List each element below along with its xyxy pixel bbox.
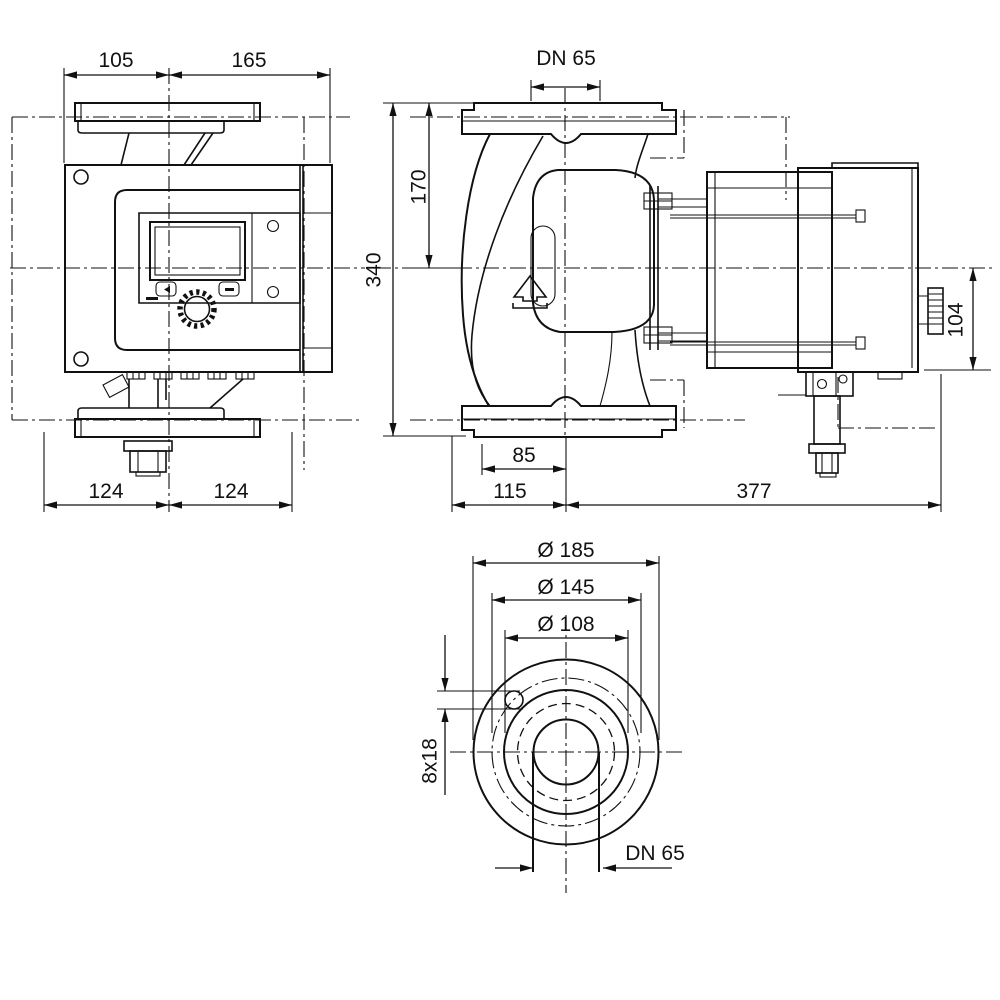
front-view	[10, 49, 365, 512]
dim-raised-face: Ø 108	[537, 613, 595, 636]
flange-view	[419, 539, 686, 893]
connector-ribs	[918, 288, 943, 334]
panel-hole-top	[268, 221, 279, 232]
menu-button-icon	[219, 282, 239, 296]
front-lower-neck	[129, 379, 243, 408]
front-top-flange	[75, 103, 260, 165]
dim-total-height: 340	[362, 252, 386, 288]
screw-hole-bottom	[74, 352, 88, 366]
display-screen	[150, 222, 245, 280]
display-module	[115, 190, 300, 350]
side-bottom-flange	[462, 397, 676, 437]
cable-gland	[181, 372, 199, 379]
cable-gland	[236, 372, 254, 379]
front-centerlines	[10, 68, 365, 512]
dim-axis-to-rear: 377	[736, 480, 772, 503]
cable-glands	[127, 372, 254, 379]
drain-plug	[124, 441, 172, 476]
electronics-module	[798, 163, 943, 379]
dim-nominal-bottom: DN 65	[625, 842, 685, 865]
flow-direction-icon	[513, 276, 547, 308]
dim-outer-diameter: Ø 185	[537, 539, 595, 562]
dim-width-left: 105	[98, 49, 134, 72]
dim-width-right: 165	[231, 49, 267, 72]
cable-gland-assembly	[778, 372, 853, 477]
dim-bolt-holes: 8x18	[418, 738, 442, 784]
side-view	[363, 47, 996, 512]
dim-base-right: 124	[213, 480, 249, 503]
dim-drain-offset: 85	[512, 444, 536, 467]
impeller-housing-cap	[531, 170, 654, 332]
front-bottom-flange	[75, 408, 260, 437]
dim-axis-to-module-bottom: 104	[944, 302, 968, 338]
pump-volute	[462, 134, 654, 406]
dim-nominal-top: DN 65	[536, 47, 596, 70]
side-top-flange	[462, 103, 676, 143]
motor-body	[670, 172, 865, 368]
cable-gland	[127, 372, 145, 379]
cable-gland	[208, 372, 226, 379]
dim-bolt-circle: Ø 145	[537, 576, 595, 599]
screw-hole-top	[74, 170, 88, 184]
sensor-stub	[103, 375, 129, 398]
side-centerlines	[375, 88, 995, 437]
dim-axis-to-flange-edge: 115	[493, 480, 527, 503]
dim-flange-to-axis: 170	[407, 169, 431, 205]
operating-knob	[180, 292, 214, 326]
dim-base-left: 124	[88, 480, 124, 503]
back-button-icon	[146, 282, 176, 300]
panel-hole-bottom	[268, 287, 279, 298]
